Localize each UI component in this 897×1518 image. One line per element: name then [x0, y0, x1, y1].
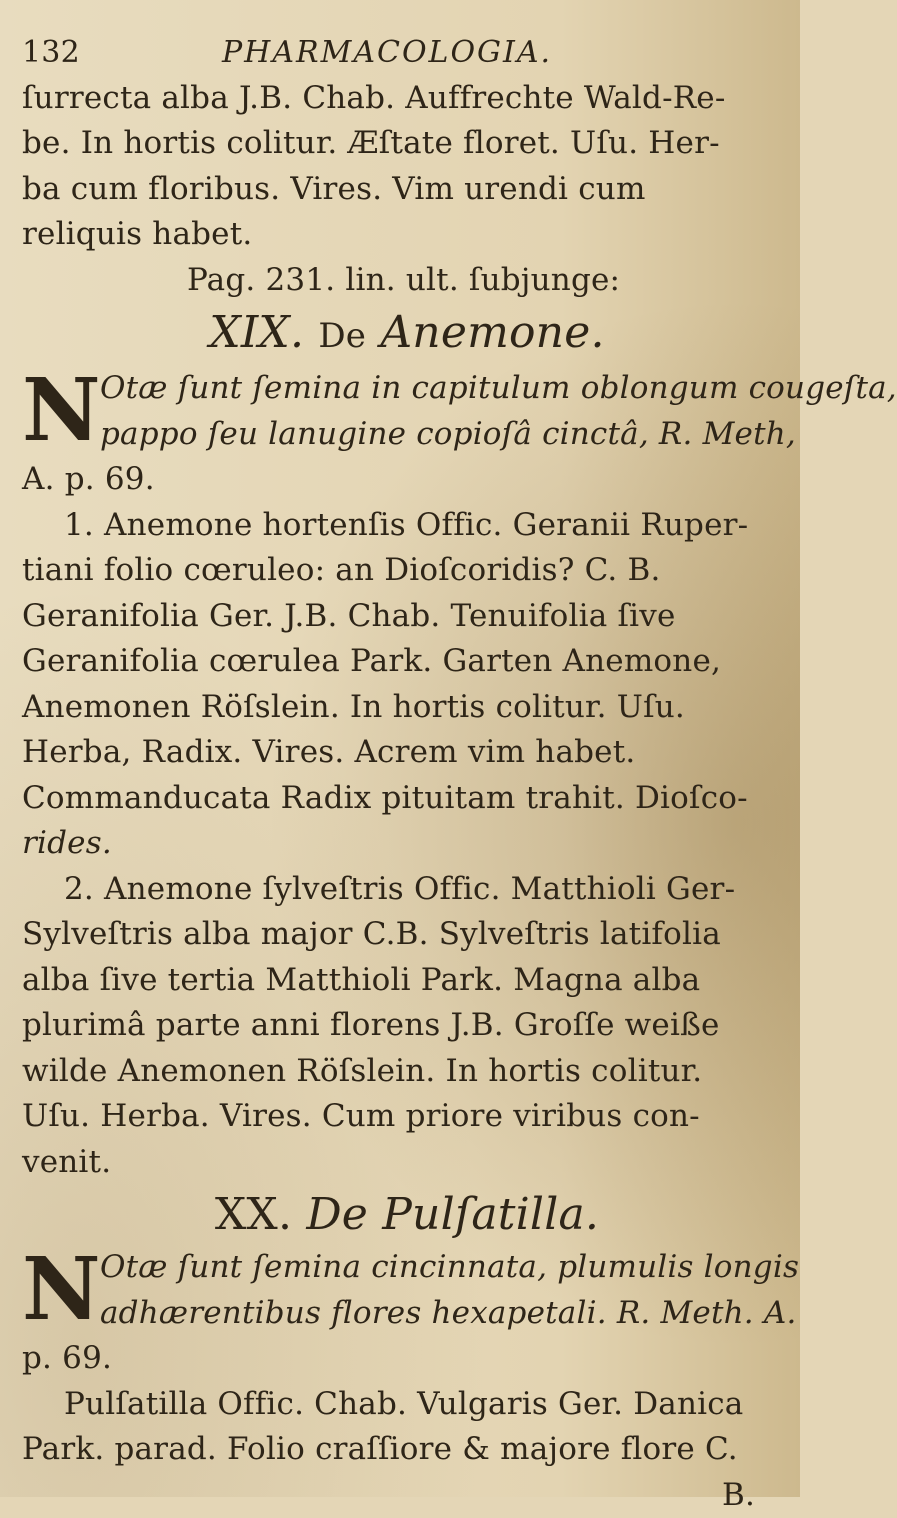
drop-cap: N [22, 368, 101, 454]
section-note [22, 1245, 792, 1336]
heading-title: Pulſatilla. [382, 1189, 599, 1240]
text-line: venit. [22, 1140, 792, 1186]
text-line: 1. Anemone hortenſis Offic. Geranii Ruper- [22, 503, 792, 549]
text-line: p. 69. [22, 1336, 792, 1382]
running-title: PHARMACOLOGIA. [222, 35, 552, 70]
text-line: alba ſive tertia Matthioli Park. Magna alba [22, 958, 792, 1004]
text-line: B. [22, 1473, 792, 1518]
section-note [22, 366, 792, 457]
text-line: Uſu. Herba. Vires. Cum priore viribus con- [22, 1094, 792, 1140]
text-line: Anemonen Röſslein. In hortis colitur. Uſu. [22, 685, 792, 731]
text-line: Herba, Radix. Vires. Acrem vim habet. [22, 730, 792, 776]
text-line: adhærentibus flores hexapetali. R. Meth. A. [100, 1291, 792, 1337]
text-line: Geranifolia Ger. J.B. Chab. Tenuifolia ſive [22, 594, 792, 640]
text-line: Otæ ſunt ſemina in capitulum oblongum cougeſta, [100, 366, 792, 412]
text-line: pappo ſeu lanugine copioſâ cinctâ, R. Meth, [100, 412, 792, 458]
page-header [22, 30, 792, 76]
text-line: reliquis habet. [22, 212, 792, 258]
heading-de: De [306, 1189, 368, 1240]
text-line: ba cum floribus. Vires. Vim urendi cum [22, 167, 792, 213]
section-heading-pulsatilla [22, 1189, 792, 1241]
text-line: Geranifolia cœrulea Park. Garten Anemone, [22, 639, 792, 685]
page-text [22, 30, 792, 1518]
text-line: tiani folio cœruleo: an Dioſcoridis? C. B. [22, 548, 792, 594]
text-line: plurimâ parte anni florens J.B. Groſſe weiße [22, 1003, 792, 1049]
heading-number: XIX. [209, 307, 304, 358]
text-line: Park. parad. Folio craſſiore & majore flore C. [22, 1427, 792, 1473]
text-line: 2. Anemone ſylveſtris Offic. Matthioli Ger- [22, 867, 792, 913]
heading-title: Anemone. [380, 307, 604, 358]
text-line: A. p. 69. [22, 457, 792, 503]
text-line: Otæ ſunt ſemina cincinnata, plumulis longis [100, 1245, 792, 1291]
text-line: be. In hortis colitur. Æſtate floret. Uſu. Her- [22, 121, 792, 167]
text-line: ſurrecta alba J.B. Chab. Auffrechte Wald-Re- [22, 76, 792, 122]
heading-number: XX. [215, 1189, 292, 1240]
heading-de: De [318, 316, 366, 356]
text-line: rides. [22, 821, 792, 867]
section-heading-anemone [22, 307, 792, 362]
page-number: 132 [22, 30, 222, 76]
text-line: Commanducata Radix pituitam trahit. Dioſco- [22, 776, 792, 822]
text-line: Pag. 231. lin. ult. ſubjunge: [22, 258, 792, 304]
drop-cap: N [22, 1247, 101, 1333]
text-line: Sylveſtris alba major C.B. Sylveſtris latifolia [22, 912, 792, 958]
text-line: wilde Anemonen Röſslein. In hortis colitur. [22, 1049, 792, 1095]
text-line: Pulſatilla Offic. Chab. Vulgaris Ger. Danica [22, 1382, 792, 1428]
